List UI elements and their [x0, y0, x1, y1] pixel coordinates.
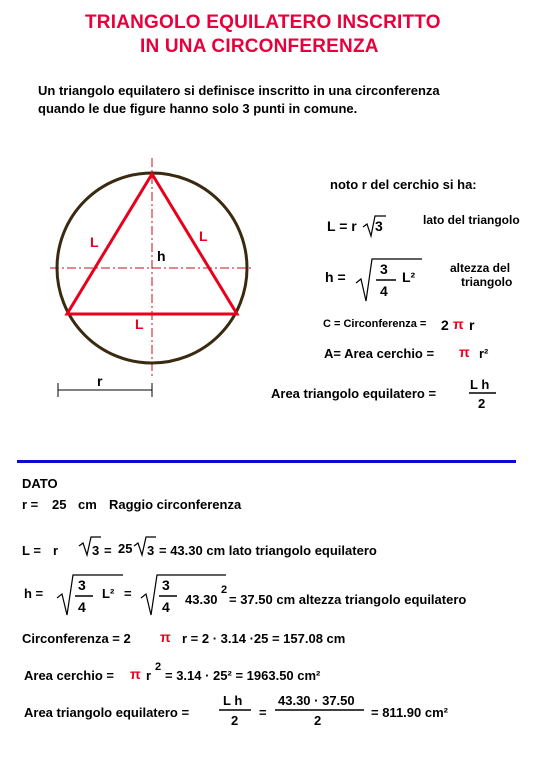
height-formula-den: 4 — [380, 283, 388, 299]
data-h-eq: = — [124, 586, 132, 601]
data-side-r: r — [53, 543, 59, 558]
side-formula-lhs: L = r — [327, 218, 357, 234]
height-formula-desc-2: triangolo — [461, 275, 513, 289]
pi-symbol: π — [453, 316, 464, 332]
data-side-25: 25 — [118, 541, 133, 556]
data-area-circle-b: = 3.14 · 25² = 1963.50 cm² — [165, 668, 321, 683]
data-side-root: 3 — [92, 543, 100, 558]
side-label-right: L — [199, 228, 208, 244]
area-triangle-formula-num: L h — [470, 377, 490, 392]
height-formula-desc-1: altezza del — [450, 261, 511, 275]
data-circ-b: r = 2 · 3.14 ·25 = 157.08 cm — [182, 631, 346, 646]
page-title-line1: TRIANGOLO EQUILATERO INSCRITTO — [85, 12, 441, 33]
pi-symbol-area: π — [459, 344, 470, 360]
data-side-eq: = — [104, 543, 112, 558]
data-h-result: = 37.50 cm altezza triangolo equilatero — [229, 592, 467, 607]
data-area-circle-r: r — [146, 668, 152, 683]
data-area-triangle-num2: 43.30 · 37.50 — [278, 693, 355, 708]
side-label-bottom: L — [135, 316, 144, 332]
height-formula-lhs: h = — [325, 269, 346, 285]
formulas-heading: noto r del cerchio si ha: — [330, 177, 477, 192]
height-label: h — [157, 248, 166, 264]
page-title-line2: IN UNA CIRCONFERENZA — [140, 36, 379, 57]
data-side-lhs: L = — [22, 543, 41, 558]
data-side-result: = 43.30 cm lato triangolo equilatero — [159, 543, 377, 558]
data-r-lhs: r = — [22, 497, 39, 512]
data-area-triangle-result: = 811.90 cm² — [371, 705, 448, 720]
side-formula-desc: lato del triangolo — [423, 213, 520, 227]
circumference-formula-two: 2 — [441, 317, 449, 333]
data-heading: DATO — [22, 476, 58, 491]
data-h-lhs: h = — [24, 586, 44, 601]
data-circ-a: Circonferenza = 2 — [22, 631, 131, 646]
area-circle-formula-r2: r² — [479, 346, 489, 361]
radius-label: r — [97, 373, 103, 389]
area-triangle-formula-den: 2 — [478, 396, 486, 411]
data-area-triangle-den: 2 — [231, 713, 239, 728]
data-area-triangle-num: L h — [223, 693, 243, 708]
data-h-num2: 3 — [162, 577, 170, 593]
data-area-triangle-eq: = — [259, 705, 267, 720]
data-area-triangle-den2: 2 — [314, 713, 322, 728]
data-area-circle-a: Area cerchio = — [24, 668, 114, 683]
data-h-den2: 4 — [162, 599, 170, 615]
side-label-left: L — [90, 234, 99, 250]
data-circ-pi: π — [160, 629, 171, 645]
data-h-exp: 2 — [221, 584, 228, 596]
data-area-triangle-lhs: Area triangolo equilatero = — [24, 705, 190, 720]
area-circle-formula-lhs: A= Area cerchio = — [324, 346, 435, 361]
section-separator — [17, 460, 516, 463]
height-formula-factor: L² — [402, 269, 416, 285]
area-triangle-formula-lhs: Area triangolo equilatero = — [271, 386, 437, 401]
data-h-num: 3 — [78, 577, 86, 593]
data-r-unit: cm — [78, 497, 97, 512]
data-r-value: 25 — [52, 497, 67, 512]
intro-line1: Un triangolo equilatero si definisce inscritto in una circonferenza — [38, 83, 440, 98]
intro-line2: quando le due figure hanno solo 3 punti in comune. — [38, 101, 358, 116]
circumference-formula-r: r — [469, 317, 475, 333]
data-h-value-in: 43.30 — [185, 592, 218, 607]
height-formula-num: 3 — [380, 261, 388, 277]
data-area-circle-exp: 2 — [155, 661, 162, 673]
data-side-root2: 3 — [147, 543, 155, 558]
data-r-desc: Raggio circonferenza — [109, 497, 242, 512]
data-h-den: 4 — [78, 599, 86, 615]
circumference-formula-lhs: C = Circonferenza = — [323, 318, 427, 330]
data-h-factor: L² — [102, 586, 115, 601]
data-area-circle-pi: π — [130, 666, 141, 682]
side-formula-root: 3 — [375, 218, 383, 234]
